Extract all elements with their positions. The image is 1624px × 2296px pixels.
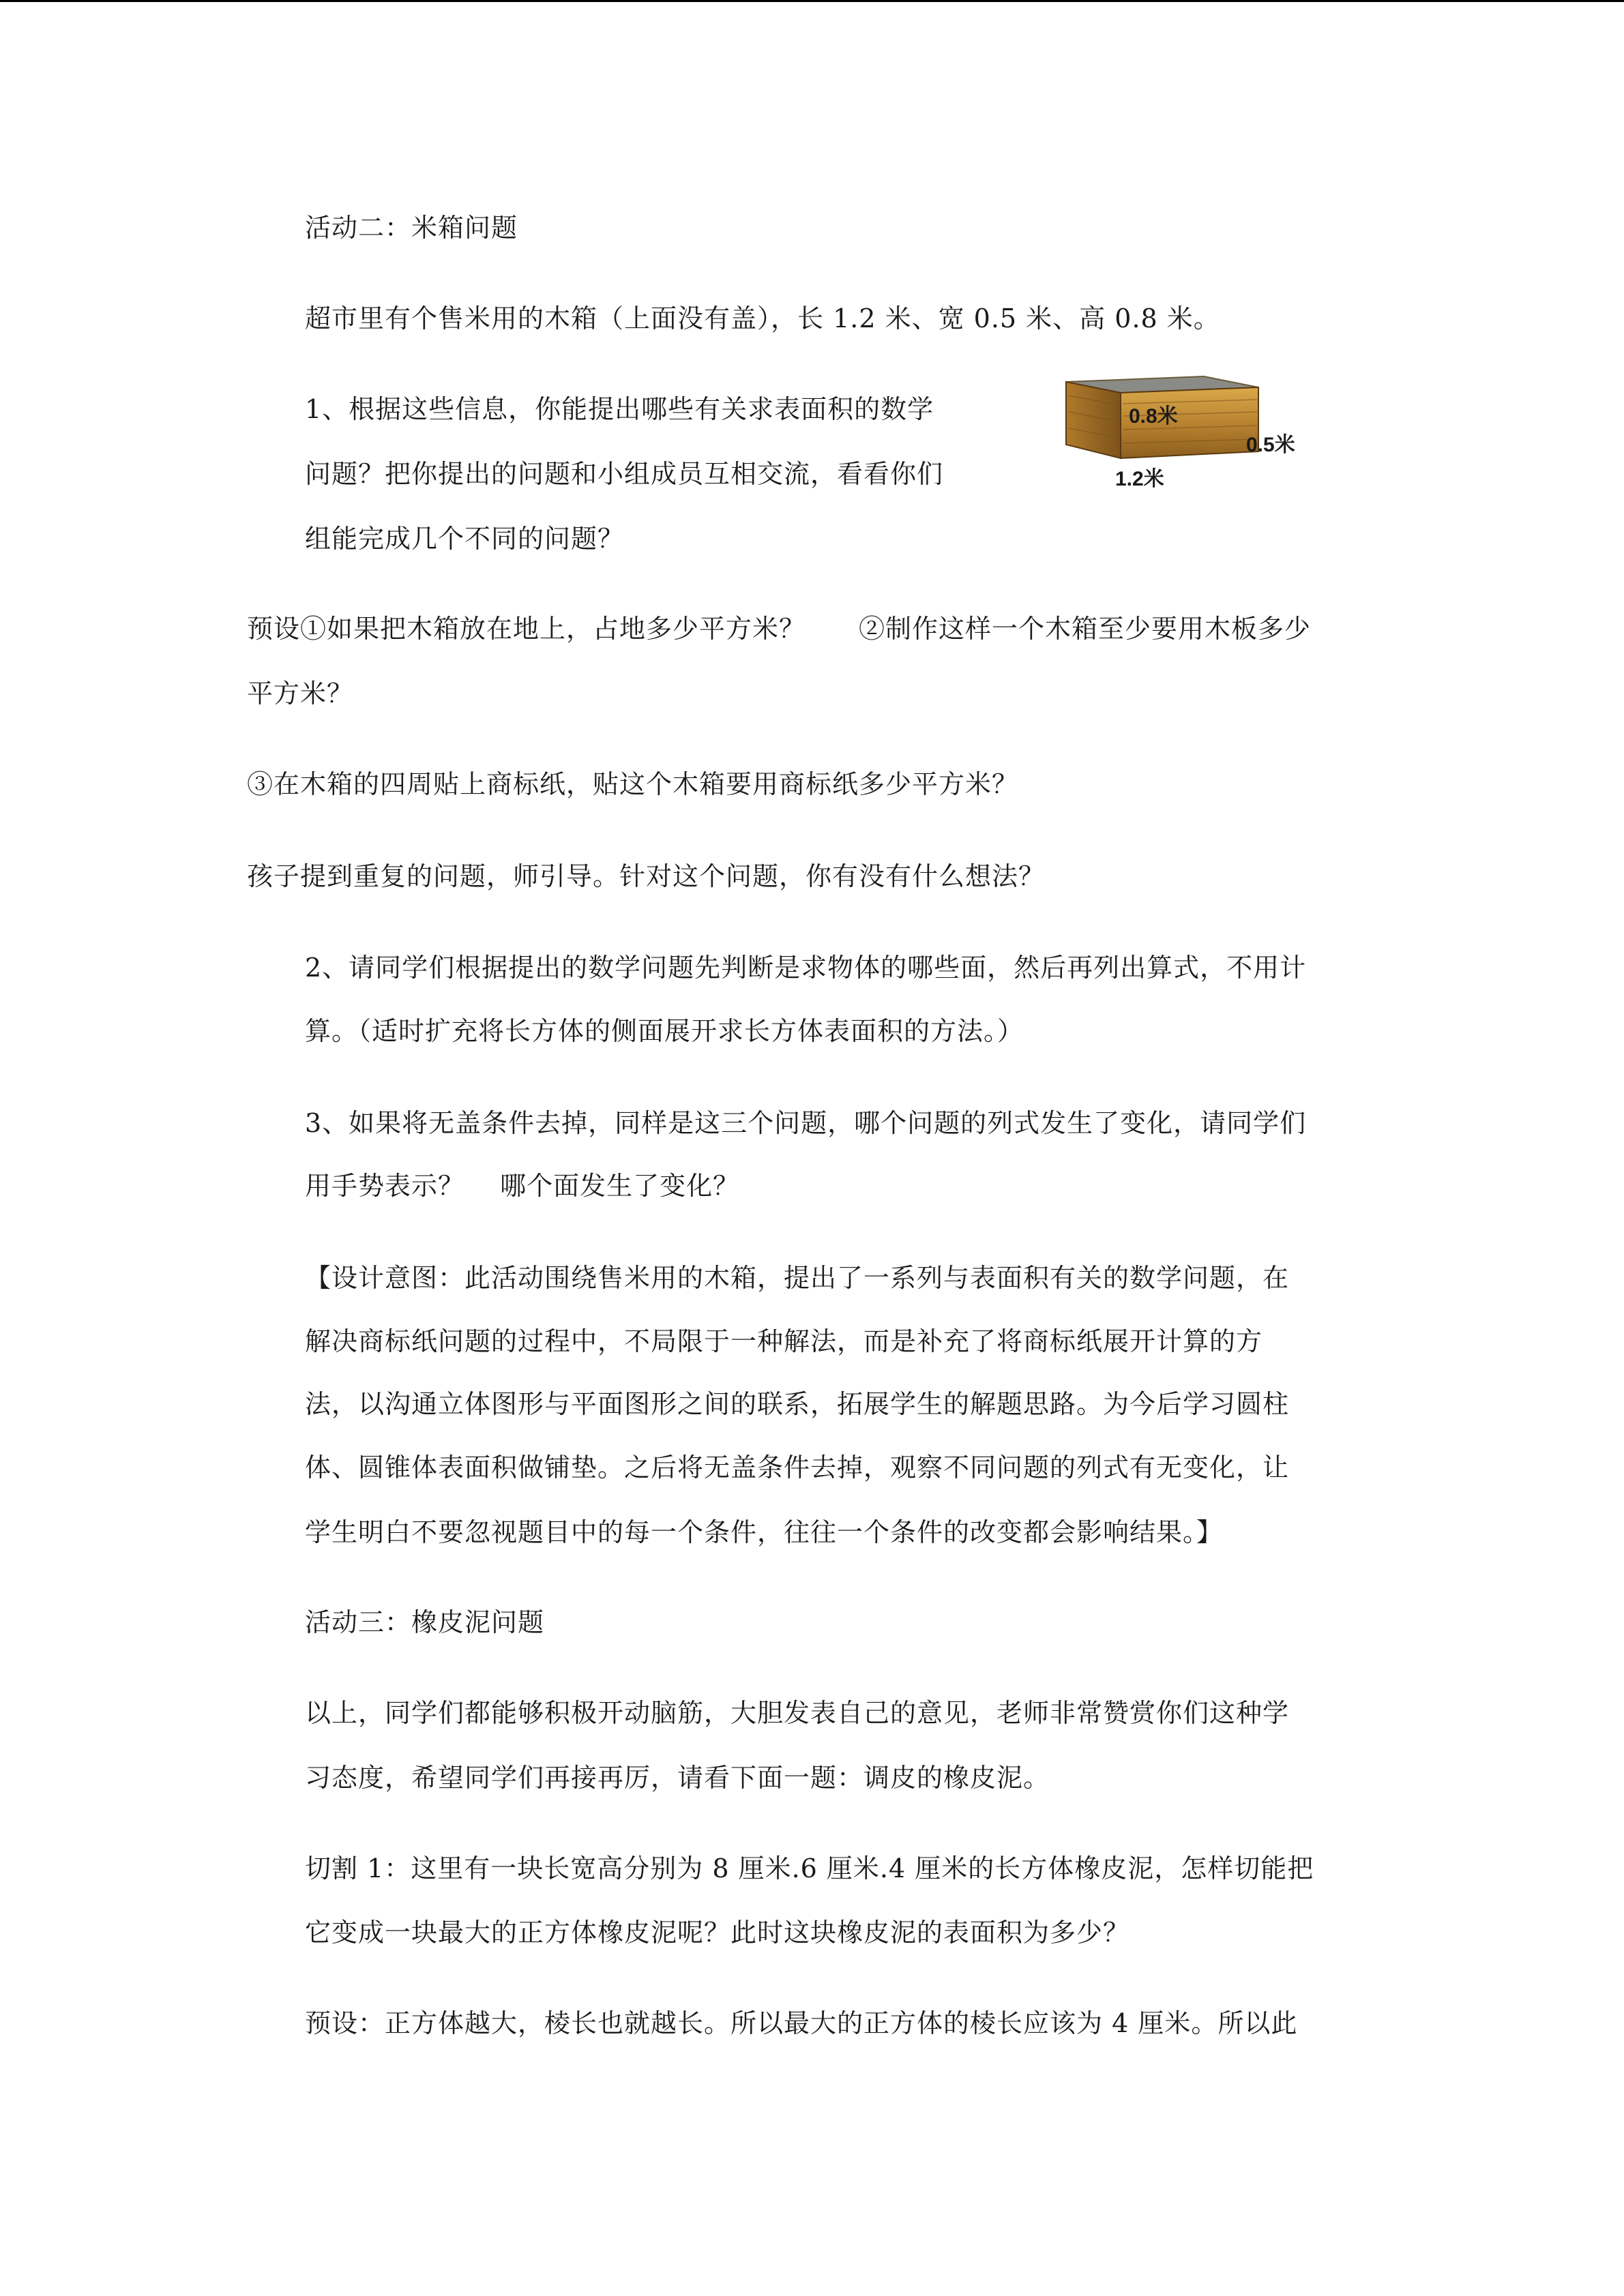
design-intent-line: 学生明白不要忽视题目中的每一个条件，往往一个条件的改变都会影响结果。】 [305,1517,1224,1547]
question2-line: 2、请同学们根据提出的数学问题先判断是求物体的哪些面，然后再列出算式，不用计 [305,953,1307,983]
question3-line: 用手势表示？ 哪个面发生了变化？ [305,1171,740,1201]
activity3-intro-line: 习态度，希望同学们再接再厉，请看下面一题：调皮的橡皮泥。 [305,1763,1050,1793]
design-intent-line: 【设计意图：此活动围绕售米用的木箱，提出了一系列与表面积有关的数学问题，在 [305,1263,1290,1293]
design-intent-line: 体、圆锥体表面积做铺垫。之后将无盖条件去掉，观察不同问题的列式有无变化，让 [305,1452,1290,1482]
question1-line: 组能完成几个不同的问题？ [305,524,625,554]
preset-line: 预设①如果把木箱放在地上，占地多少平方米？ ②制作这样一个木箱至少要用木板多少 [247,614,1312,644]
activity2-intro: 超市里有个售米用的木箱（上面没有盖），长 1.2 米、宽 0.5 米、高 0.8 米。 [305,303,1220,333]
preset2-line: 预设：正方体越大，棱长也就越长。所以最大的正方体的棱长应该为 4 厘米。所以此 [305,2008,1298,2038]
cut1-line: 它变成一块最大的正方体橡皮泥呢？此时这块橡皮泥的表面积为多少？ [305,1918,1130,1948]
box-height-label: 0.8米 [1129,405,1178,428]
box-length-label: 1.2米 [1115,468,1164,490]
activity2-title: 活动二：米箱问题 [305,213,518,243]
box-width-label: 0.5米 [1246,434,1295,456]
design-intent-line: 法，以沟通立体图形与平面图形之间的联系，拓展学生的解题思路。为今后学习圆柱 [305,1389,1290,1419]
question1-line: 1、根据这些信息，你能提出哪些有关求表面积的数学 [305,394,934,424]
question2-line: 算。（适时扩充将长方体的侧面展开求长方体表面积的方法。） [305,1016,1024,1046]
cut1-line: 切割 1：这里有一块长宽高分别为 8 厘米.6 厘米.4 厘米的长方体橡皮泥，怎样切能把 [305,1853,1314,1883]
question1-line: 问题？把你提出的问题和小组成员互相交流，看看你们 [305,459,944,489]
activity3-intro-line: 以上，同学们都能够积极开动脑筋，大胆发表自己的意见，老师非常赞赏你们这种学 [305,1698,1290,1728]
question3-line: 3、如果将无盖条件去掉，同样是这三个问题，哪个问题的列式发生了变化，请同学们 [305,1108,1307,1138]
preset-line: ③在木箱的四周贴上商标纸，贴这个木箱要用商标纸多少平方米？ [247,769,1019,799]
activity3-title: 活动三：橡皮泥问题 [305,1607,545,1637]
design-intent-line: 解决商标纸问题的过程中，不局限于一种解法，而是补充了将商标纸展开计算的方 [305,1326,1263,1356]
preset-line: 孩子提到重复的问题，师引导。针对这个问题，你有没有什么想法？ [247,861,1046,891]
rice-box-figure [1061,368,1333,498]
page-top-border [0,0,1624,2]
preset-line: 平方米？ [247,679,354,709]
